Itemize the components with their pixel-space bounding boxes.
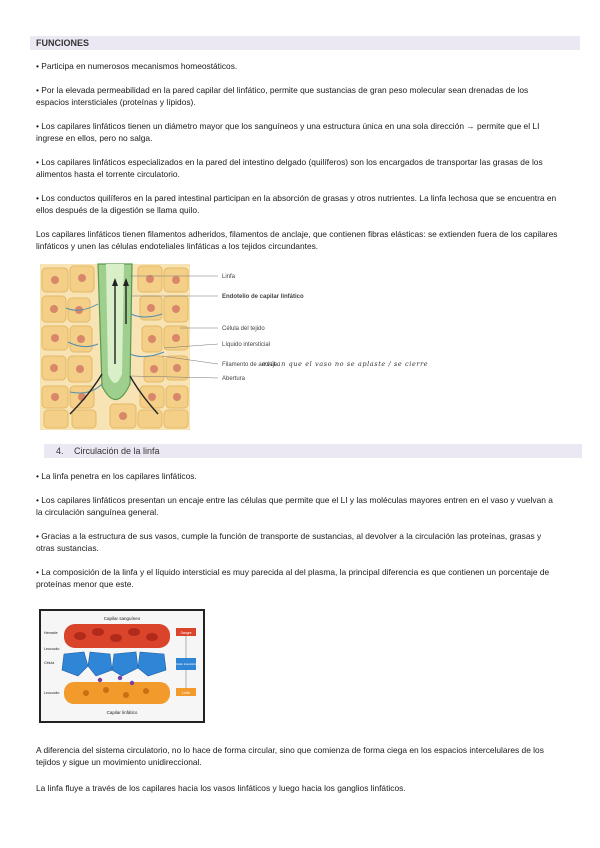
label-capilar-sanguineo: Capilar sanguíneo: [103, 616, 141, 621]
paragraph: • La composición de la linfa y el líquido intersticial es muy parecida al del plasma, la principal diferencia es que contienen un porcentaje de proteínas menor que este.: [36, 567, 550, 589]
section-header-funciones: [30, 36, 580, 50]
label-celula-tejido: Célula del tejido: [222, 326, 265, 332]
paragraph: • Los capilares linfáticos especializados en la pared del intestino delgado (quilíferos) son los encargados de transportar las grasas de los alimentos hasta el torrente circulatorio.: [36, 157, 543, 179]
paragraph: • La linfa penetra en los capilares linfáticos.: [36, 471, 197, 481]
label-endotelio: Endotelio de capilar linfático: [222, 294, 304, 300]
paragraph: • Los capilares linfáticos tienen un diámetro mayor que los sanguíneos y una estructura única en una sola dirección → permite que el LI ingrese en ellos, pero no salga.: [36, 121, 540, 143]
label-linfa: Linfa: [222, 274, 236, 280]
lymphatic-capillary-illustration: [40, 264, 304, 430]
paragraph: • Los conductos quilíferos en la pared intestinal participan en la absorción de grasas y otros nutrientes. La linfa lechosa que se encuentra en ellos después de la digestión se llama quilo.: [36, 193, 557, 215]
paragraph: Los capilares linfáticos tienen filamentos adheridos, filamentos de anclaje, que contienen fibras elásticas: se extienden fuera de los capilares linfáticos y unen las células endoteliales linfáticas a los tejidos circundantes.: [36, 229, 558, 251]
label-sangre: Sangre: [180, 631, 192, 635]
handwritten-note: evitan que el vaso no se aplaste / se cierre: [262, 360, 429, 368]
paragraph: • Los capilares linfáticos presentan un encaje entre las células que permite que el LI y las moléculas mayores entren en el vaso y vuelvan a la circulación sanguínea general.: [36, 495, 553, 517]
label-liquido-intersticial: Líquido intersticial: [222, 342, 271, 348]
label-celula: Célula: [44, 661, 55, 665]
section-number: 4.: [56, 446, 64, 456]
label-leucocito-linfa: Leucocito: [44, 691, 60, 695]
capillary-exchange-figure: [40, 610, 204, 722]
paragraph: • Por la elevada permeabilidad en la pared capilar del linfático, permite que sustancias de gran peso molecular sean drenadas de los espacios intersticiales (proteínas y lípidos).: [36, 85, 529, 107]
label-filamento-anclaje: Filamento de anclaje: [222, 362, 278, 368]
label-linfa-box: Linfa: [182, 691, 190, 695]
label-capilar-linfatico: Capilar linfático: [106, 710, 138, 715]
label-fluido-intersticial: Fluido intersticial: [174, 662, 198, 666]
label-leucocito: Leucocito: [44, 647, 60, 651]
section-title-circulacion: Circulación de la linfa: [74, 446, 160, 456]
capillary-exchange-illustration: [40, 610, 204, 722]
paragraph: • Gracias a la estructura de sus vasos, cumple la función de transporte de sustancias, al devolver a la circulación las proteínas, grasas y otras sustancias.: [36, 531, 542, 553]
lymphatic-capillary-figure: [40, 264, 304, 430]
paragraph: • Participa en numerosos mecanismos homeostáticos.: [36, 61, 238, 71]
paragraph: La linfa fluye a través de los capilares hacia los vasos linfáticos y luego hacia los ganglios linfáticos.: [36, 783, 406, 793]
section-title-funciones: FUNCIONES: [36, 38, 90, 48]
paragraph: A diferencia del sistema circulatorio, no lo hace de forma circular, sino que comienza de forma ciega en los espacios intercelulares de los tejidos y sigue un movimiento unidireccional.: [36, 745, 544, 767]
label-hematie: Hematíe: [44, 631, 58, 635]
label-abertura: Abertura: [222, 376, 246, 382]
